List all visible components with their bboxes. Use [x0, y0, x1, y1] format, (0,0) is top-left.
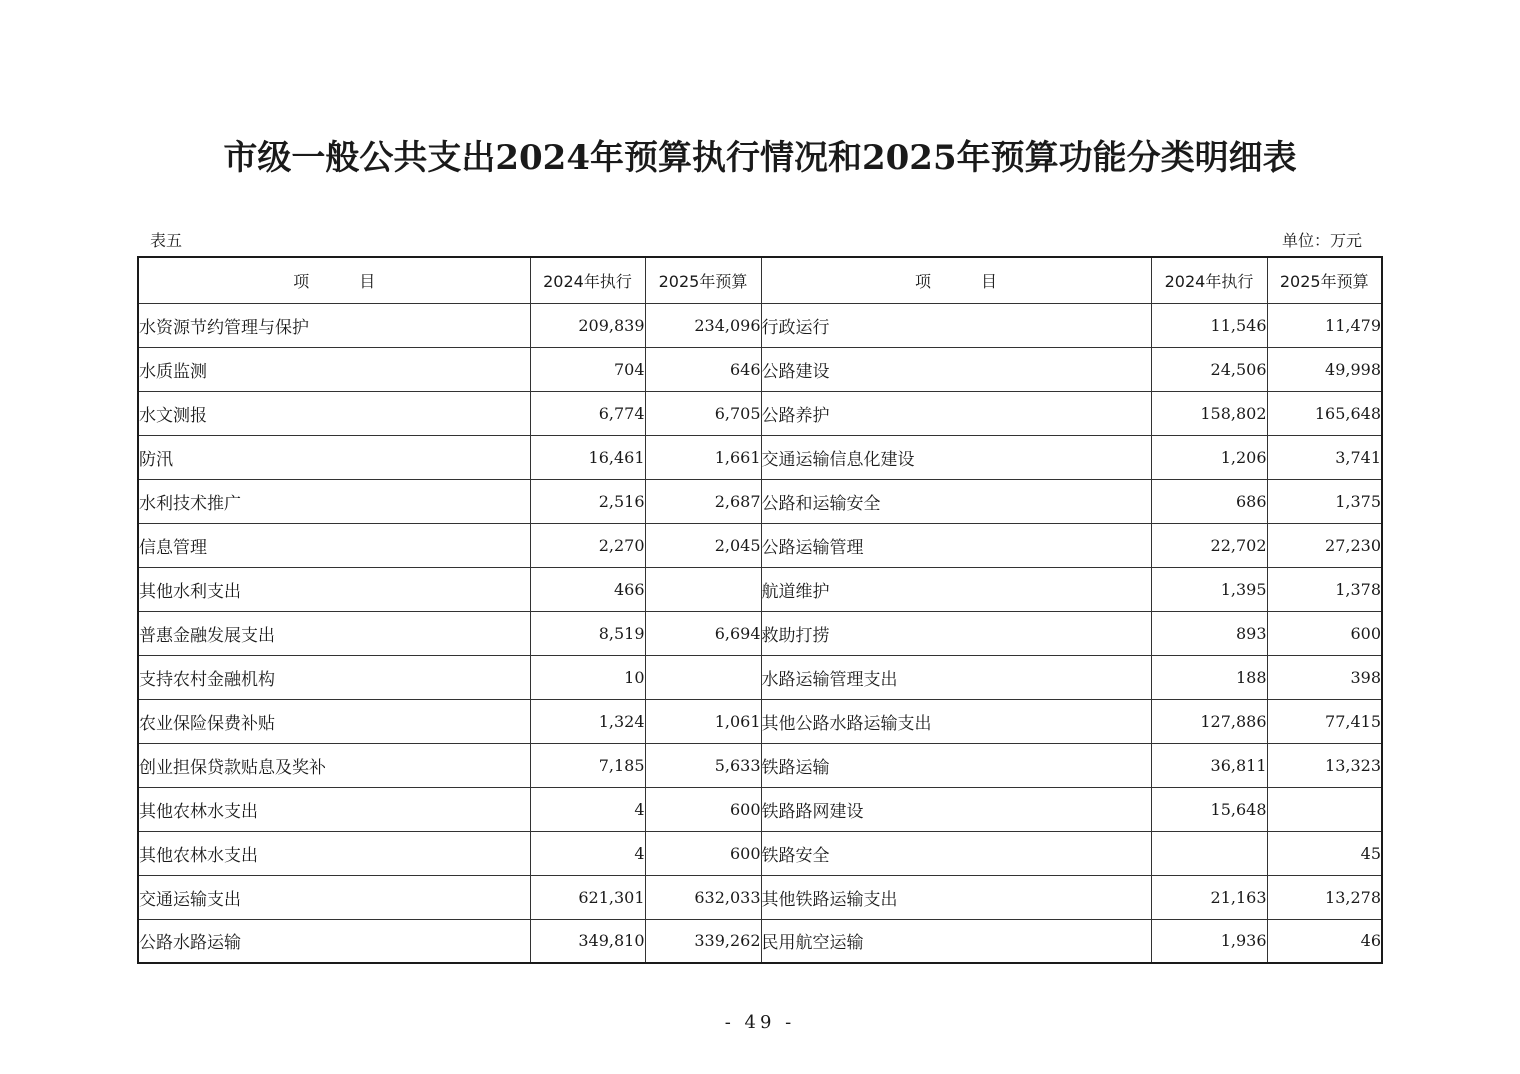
table-row [138, 787, 1382, 831]
header-item-right [761, 257, 1151, 303]
table-row [138, 875, 1382, 919]
row-exec-right: 188 [1151, 655, 1267, 699]
table-row [138, 699, 1382, 743]
row-budget-right: 45 [1267, 831, 1382, 875]
row-budget-right: 13,323 [1267, 743, 1382, 787]
row-exec-right: 21,163 [1151, 875, 1267, 919]
row-exec-left: 6,774 [530, 391, 645, 435]
row-exec-left: 7,185 [530, 743, 645, 787]
row-exec-left: 209,839 [530, 303, 645, 347]
row-exec-right: 158,802 [1151, 391, 1267, 435]
page-number: - 49 - [724, 1012, 796, 1033]
budget-table [137, 256, 1383, 964]
row-budget-right: 1,378 [1267, 567, 1382, 611]
table-row [138, 567, 1382, 611]
row-budget-left: 1,661 [645, 435, 761, 479]
row-item-left: 水资源节约管理与保护 [138, 303, 530, 347]
row-exec-left: 349,810 [530, 919, 645, 963]
row-exec-left: 2,516 [530, 479, 645, 523]
row-exec-left: 621,301 [530, 875, 645, 919]
row-exec-right: 36,811 [1151, 743, 1267, 787]
header-exec-2024-right: 2024年执行 [1151, 257, 1267, 303]
row-item-right: 民用航空运输 [761, 919, 1151, 963]
row-item-right: 其他铁路运输支出 [761, 875, 1151, 919]
table-row [138, 611, 1382, 655]
row-exec-left: 4 [530, 787, 645, 831]
row-budget-left: 1,061 [645, 699, 761, 743]
table-row [138, 391, 1382, 435]
row-budget-right: 49,998 [1267, 347, 1382, 391]
table-row [138, 919, 1382, 963]
row-item-left: 其他农林水支出 [138, 787, 530, 831]
row-item-right: 水路运输管理支出 [761, 655, 1151, 699]
row-exec-right: 1,395 [1151, 567, 1267, 611]
row-budget-left: 600 [645, 831, 761, 875]
row-budget-left: 646 [645, 347, 761, 391]
row-budget-right: 3,741 [1267, 435, 1382, 479]
row-exec-right: 22,702 [1151, 523, 1267, 567]
table-row [138, 303, 1382, 347]
row-budget-left: 339,262 [645, 919, 761, 963]
row-exec-left: 16,461 [530, 435, 645, 479]
table-header-row [138, 257, 1382, 303]
row-budget-left [645, 655, 761, 699]
row-budget-right: 77,415 [1267, 699, 1382, 743]
row-item-right: 公路和运输安全 [761, 479, 1151, 523]
row-exec-left: 1,324 [530, 699, 645, 743]
row-item-left: 农业保险保费补贴 [138, 699, 530, 743]
row-exec-left: 4 [530, 831, 645, 875]
row-budget-left: 632,033 [645, 875, 761, 919]
row-item-right: 公路建设 [761, 347, 1151, 391]
header-item-char2: 目 [981, 271, 998, 291]
row-budget-right: 600 [1267, 611, 1382, 655]
header-exec-2024-left: 2024年执行 [530, 257, 645, 303]
row-item-right: 铁路路网建设 [761, 787, 1151, 831]
row-budget-left: 6,705 [645, 391, 761, 435]
row-budget-left: 600 [645, 787, 761, 831]
row-budget-right: 11,479 [1267, 303, 1382, 347]
row-item-left: 信息管理 [138, 523, 530, 567]
header-item-char1: 项 [914, 271, 931, 291]
header-budget-2025-left: 2025年预算 [645, 257, 761, 303]
table-row [138, 523, 1382, 567]
row-exec-right: 1,206 [1151, 435, 1267, 479]
row-item-right: 铁路运输 [761, 743, 1151, 787]
row-exec-right: 127,886 [1151, 699, 1267, 743]
row-item-left: 防汛 [138, 435, 530, 479]
row-exec-left: 10 [530, 655, 645, 699]
row-budget-right: 27,230 [1267, 523, 1382, 567]
row-budget-right: 398 [1267, 655, 1382, 699]
row-item-left: 创业担保贷款贴息及奖补 [138, 743, 530, 787]
table-meta [150, 228, 1362, 250]
row-exec-left: 704 [530, 347, 645, 391]
header-budget-2025-right: 2025年预算 [1267, 257, 1382, 303]
row-exec-left: 466 [530, 567, 645, 611]
row-budget-right: 13,278 [1267, 875, 1382, 919]
row-item-right: 铁路安全 [761, 831, 1151, 875]
row-budget-left: 5,633 [645, 743, 761, 787]
row-exec-right: 893 [1151, 611, 1267, 655]
row-budget-right [1267, 787, 1382, 831]
header-item-char2: 目 [359, 271, 376, 291]
row-item-left: 支持农村金融机构 [138, 655, 530, 699]
row-budget-left: 234,096 [645, 303, 761, 347]
row-exec-left: 2,270 [530, 523, 645, 567]
row-item-right: 交通运输信息化建设 [761, 435, 1151, 479]
row-item-left: 水文测报 [138, 391, 530, 435]
row-exec-right: 686 [1151, 479, 1267, 523]
row-exec-right: 11,546 [1151, 303, 1267, 347]
row-item-left: 普惠金融发展支出 [138, 611, 530, 655]
table-row [138, 347, 1382, 391]
row-item-left: 其他水利支出 [138, 567, 530, 611]
table-number: 表五 [150, 231, 183, 250]
row-budget-right: 46 [1267, 919, 1382, 963]
row-item-left: 交通运输支出 [138, 875, 530, 919]
row-exec-right [1151, 831, 1267, 875]
row-item-right: 行政运行 [761, 303, 1151, 347]
row-item-right: 航道维护 [761, 567, 1151, 611]
row-item-right: 其他公路水路运输支出 [761, 699, 1151, 743]
row-budget-left: 6,694 [645, 611, 761, 655]
row-budget-left: 2,045 [645, 523, 761, 567]
table-row [138, 743, 1382, 787]
row-budget-right: 165,648 [1267, 391, 1382, 435]
unit-label: 单位：万元 [1281, 231, 1362, 250]
row-budget-left [645, 567, 761, 611]
row-item-left: 水利技术推广 [138, 479, 530, 523]
row-exec-left: 8,519 [530, 611, 645, 655]
row-budget-right: 1,375 [1267, 479, 1382, 523]
table-row [138, 435, 1382, 479]
table-row [138, 655, 1382, 699]
row-item-right: 公路养护 [761, 391, 1151, 435]
row-exec-right: 24,506 [1151, 347, 1267, 391]
row-item-left: 水质监测 [138, 347, 530, 391]
row-item-left: 公路水路运输 [138, 919, 530, 963]
row-exec-right: 1,936 [1151, 919, 1267, 963]
row-exec-right: 15,648 [1151, 787, 1267, 831]
row-item-right: 救助打捞 [761, 611, 1151, 655]
header-item-left [138, 257, 530, 303]
row-budget-left: 2,687 [645, 479, 761, 523]
document-title: 市级一般公共支出2024年预算执行情况和2025年预算功能分类明细表 [223, 138, 1297, 178]
table-row [138, 831, 1382, 875]
row-item-left: 其他农林水支出 [138, 831, 530, 875]
row-item-right: 公路运输管理 [761, 523, 1151, 567]
table-row [138, 479, 1382, 523]
header-item-char1: 项 [293, 271, 310, 291]
